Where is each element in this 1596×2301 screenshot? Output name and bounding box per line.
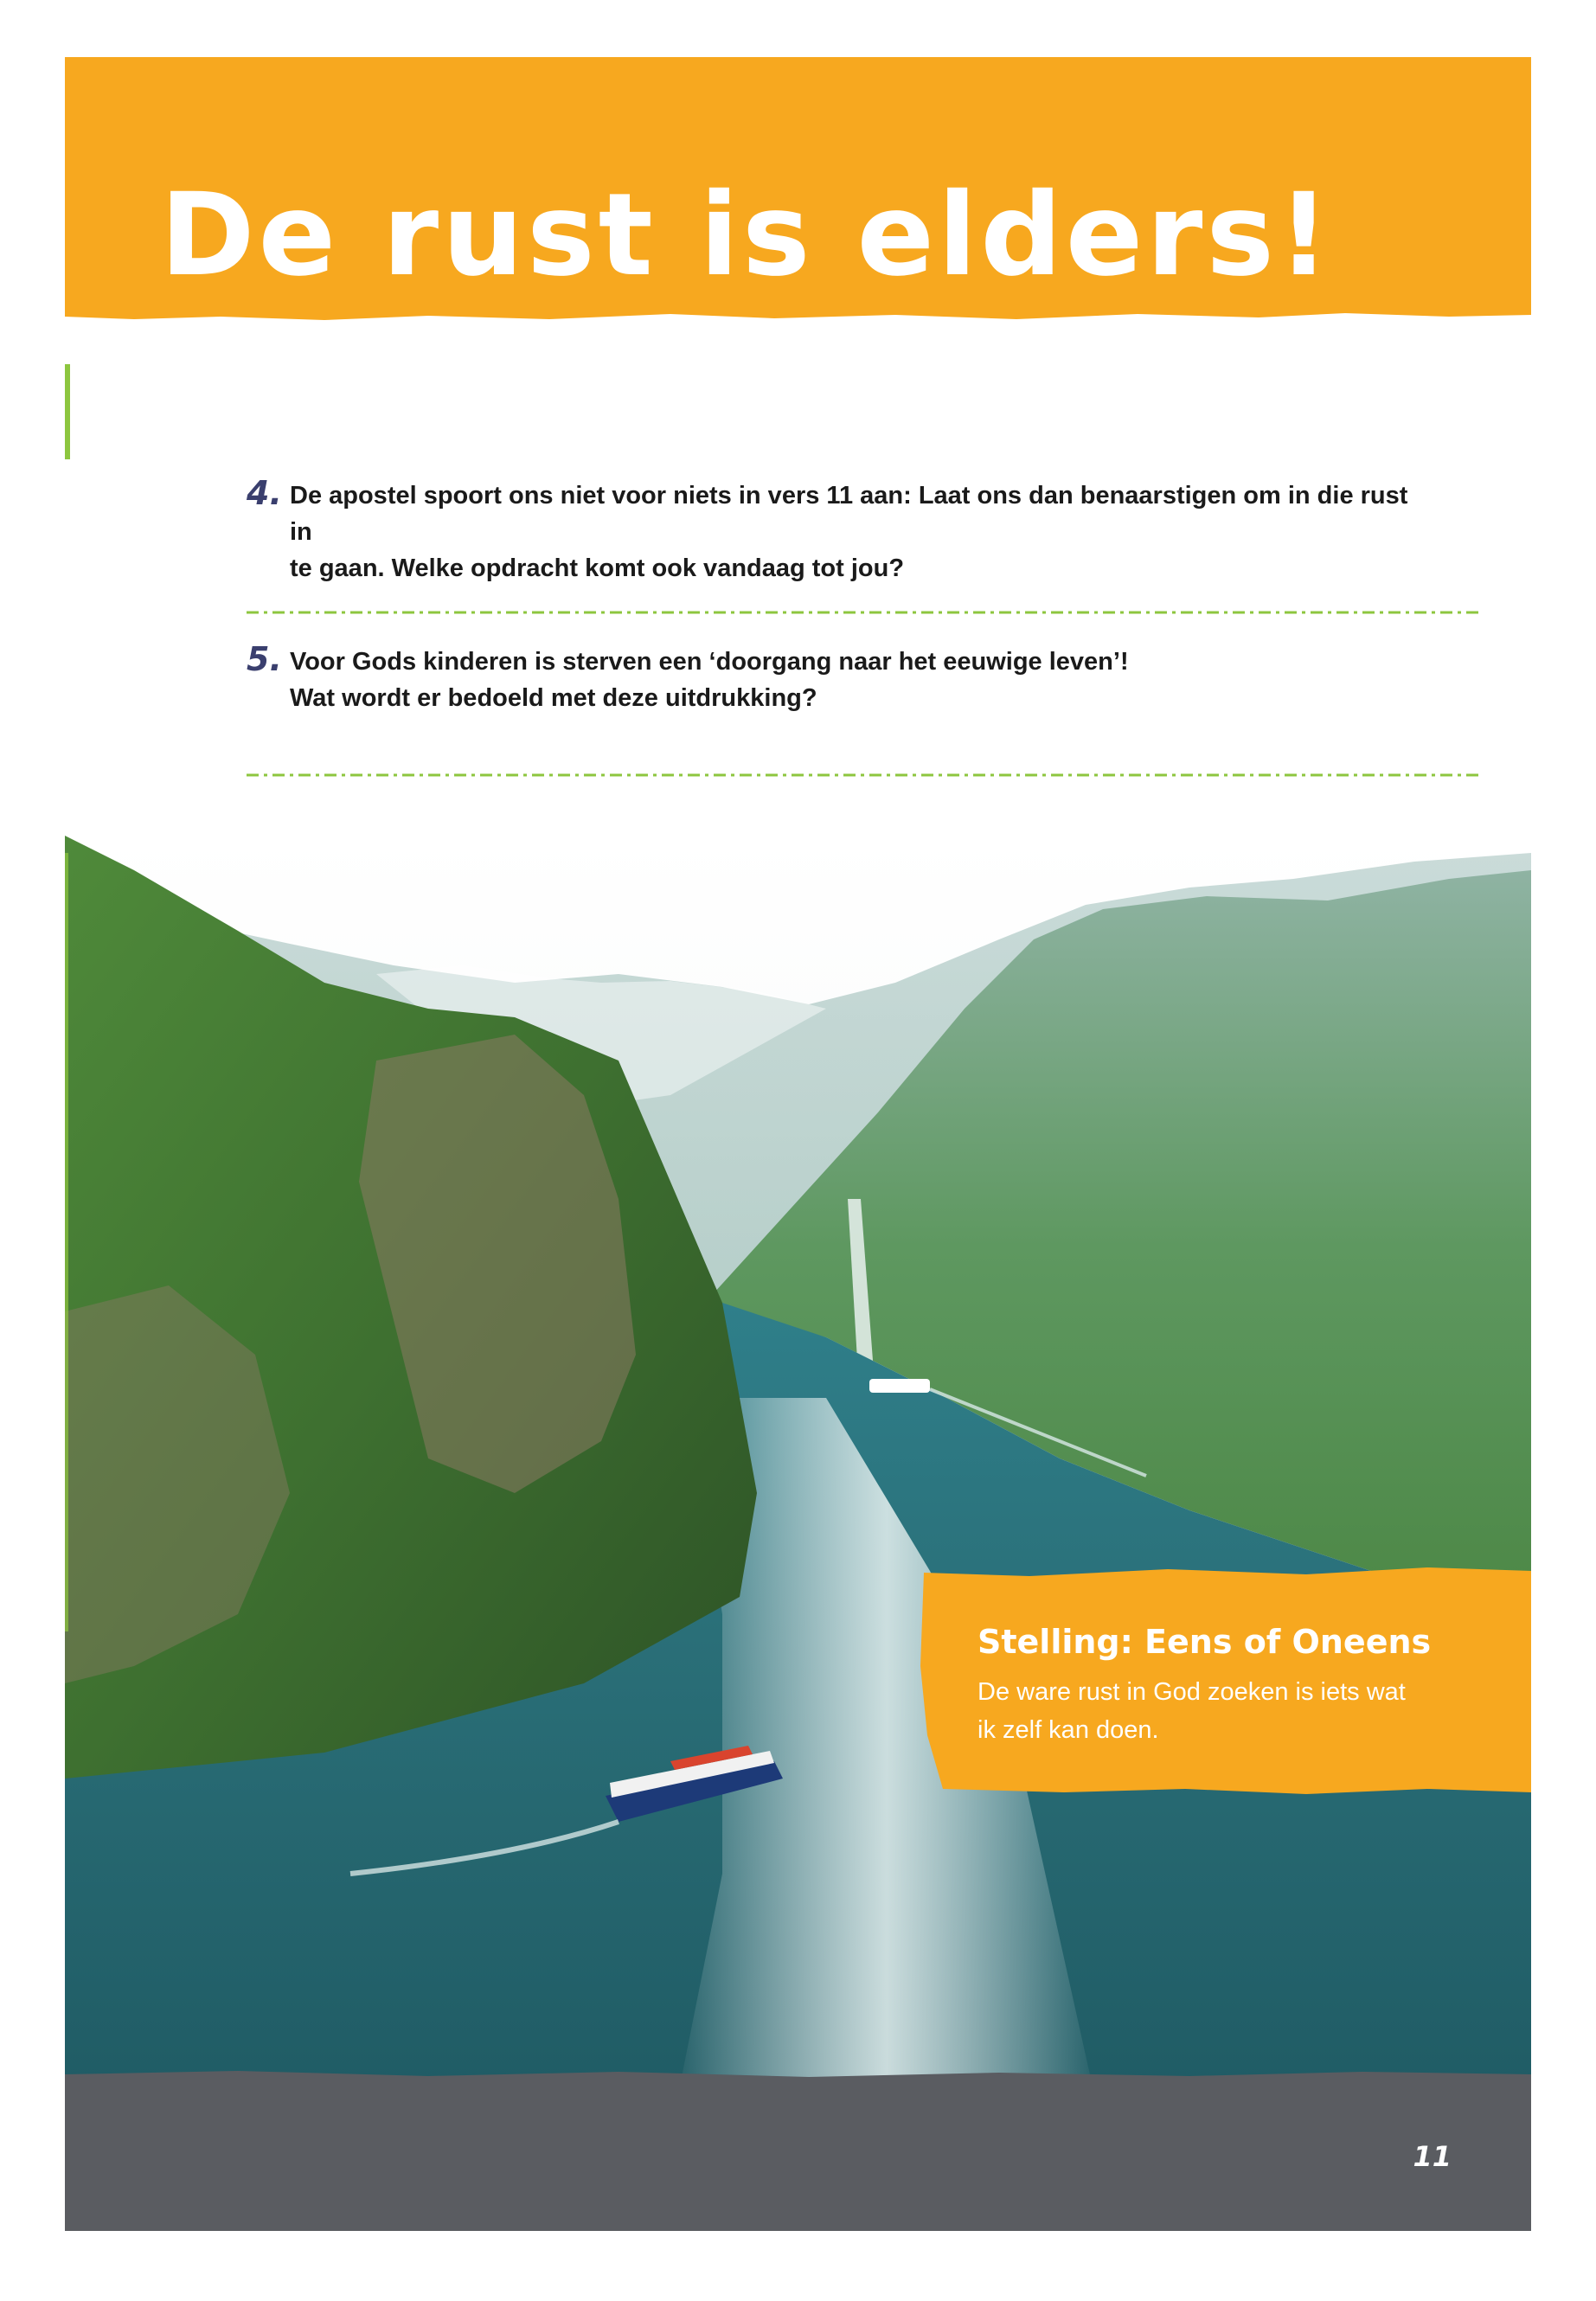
- answer-line-5[interactable]: [247, 772, 1484, 779]
- page-number: 11: [1413, 2140, 1452, 2173]
- statement-text: De ware rust in God zoeken is iets wat ik zelf kan doen.: [977, 1678, 1406, 1744]
- page-title: De rust is elders!: [160, 169, 1334, 302]
- question-number: 5.: [247, 640, 282, 678]
- fjord-photo: [65, 836, 1531, 2133]
- question-number: 4.: [247, 474, 282, 512]
- question-text: De apostel spoort ons niet voor niets in vers 11 aan: Laat ons dan benaarstigen om in die rust in te gaan. Welke opdracht komt ook vandaag tot jou?: [290, 482, 1408, 582]
- question-text: Voor Gods kinderen is sterven een ‘doorgang naar het eeuwige leven’! Wat wordt er bedoeld met deze uitdrukking?: [290, 648, 1129, 712]
- answer-line-4[interactable]: [247, 609, 1484, 616]
- statement-box: [908, 1562, 1531, 1822]
- page: [65, 57, 1531, 2231]
- statement-title: Stelling: Eens of Oneens: [977, 1623, 1432, 1661]
- footer: [65, 2064, 1531, 2231]
- left-accent-line: [65, 853, 68, 1631]
- footer-band: [65, 2064, 1531, 2231]
- left-accent-bar: [65, 364, 70, 459]
